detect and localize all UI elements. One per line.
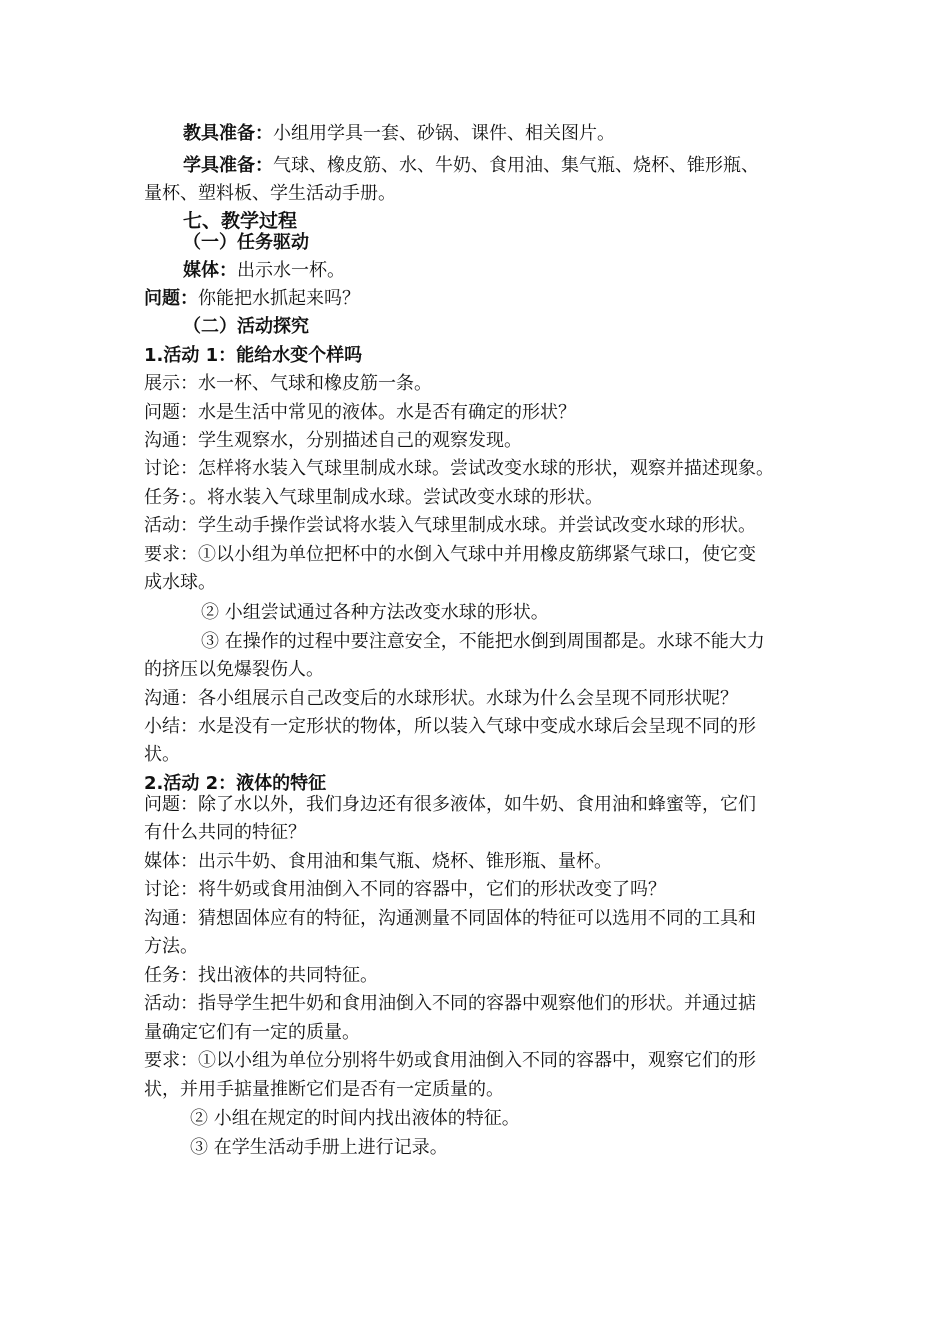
section-heading: 七、教学过程 (183, 210, 298, 232)
student-prep-label: 学具准备： (183, 155, 273, 176)
activity2-line: 任务：找出液体的共同特征。 (144, 965, 378, 986)
activity1-line: ③ 在操作的过程中要注意安全，不能把水倒到周围都是。水球不能大力 (201, 631, 765, 652)
activity2-line: 有什么共同的特征？ (144, 822, 306, 843)
activity1-line: 任务：。将水装入气球里制成水球。尝试改变水球的形状。 (144, 487, 603, 508)
activity1-line: 展示：水一杯、气球和橡皮筋一条。 (144, 373, 432, 394)
activity1-title: 1.活动 1：能给水变个样吗 (144, 345, 363, 366)
activity1-line: 的挤压以免爆裂伤人。 (144, 659, 324, 680)
activity2-line: 沟通：猜想固体应有的特征，沟通测量不同固体的特征可以选用不同的工具和 (144, 908, 756, 929)
teacher-prep-text: 小组用学具一套、砂锅、课件、相关图片。 (273, 123, 615, 144)
subsection-task-drive: （一）任务驱动 (183, 232, 309, 253)
activity2-line: 问题：除了水以外，我们身边还有很多液体，如牛奶、食用油和蜂蜜等，它们 (144, 794, 756, 815)
activity1-line: 要求：①以小组为单位把杯中的水倒入气球中并用橡皮筋绑紧气球口，使它变 (144, 544, 756, 565)
subsection-activity-explore: （二）活动探究 (183, 316, 309, 337)
activity2-line: ② 小组在规定的时间内找出液体的特征。 (190, 1108, 520, 1129)
activity1-line: 活动：学生动手操作尝试将水装入气球里制成水球。并尝试改变水球的形状。 (144, 515, 756, 536)
teacher-prep-line (183, 123, 615, 145)
activity2-line: 活动：指导学生把牛奶和食用油倒入不同的容器中观察他们的形状。并通过掂 (144, 993, 756, 1014)
media-label: 媒体： (183, 260, 237, 281)
activity1-line: 状。 (144, 744, 180, 765)
activity2-line: 方法。 (144, 936, 198, 957)
activity1-line: 问题：水是生活中常见的液体。水是否有确定的形状？ (144, 402, 576, 423)
teacher-prep-label: 教具准备： (183, 123, 273, 144)
media-line (183, 260, 345, 282)
question-line (144, 288, 360, 310)
question-text: 你能把水抓起来吗？ (198, 288, 360, 309)
activity1-line: 讨论：怎样将水装入气球里制成水球。尝试改变水球的形状，观察并描述现象。 (144, 458, 774, 479)
media-text: 出示水一杯。 (237, 260, 345, 281)
activity1-line: ② 小组尝试通过各种方法改变水球的形状。 (201, 602, 549, 623)
activity2-line: 讨论：将牛奶或食用油倒入不同的容器中，它们的形状改变了吗？ (144, 879, 666, 900)
activity2-line: 要求：①以小组为单位分别将牛奶或食用油倒入不同的容器中，观察它们的形 (144, 1050, 756, 1071)
student-prep-text-2: 量杯、塑料板、学生活动手册。 (144, 183, 396, 204)
activity1-line: 小结：水是没有一定形状的物体，所以装入气球中变成水球后会呈现不同的形 (144, 716, 756, 737)
question-label: 问题： (144, 288, 198, 309)
activity1-line: 沟通：各小组展示自己改变后的水球形状。水球为什么会呈现不同形状呢？ (144, 688, 738, 709)
activity2-title: 2.活动 2：液体的特征 (144, 773, 327, 794)
activity1-line: 沟通：学生观察水，分别描述自己的观察发现。 (144, 430, 522, 451)
activity1-line: 成水球。 (144, 572, 216, 593)
student-prep-text-1: 气球、橡皮筋、水、牛奶、食用油、集气瓶、烧杯、锥形瓶、 (273, 155, 759, 176)
student-prep-line (183, 155, 759, 177)
activity2-line: 媒体：出示牛奶、食用油和集气瓶、烧杯、锥形瓶、量杯。 (144, 851, 612, 872)
activity2-line: ③ 在学生活动手册上进行记录。 (190, 1137, 448, 1158)
activity2-line: 量确定它们有一定的质量。 (144, 1022, 360, 1043)
activity2-line: 状，并用手掂量推断它们是否有一定质量的。 (144, 1079, 504, 1100)
